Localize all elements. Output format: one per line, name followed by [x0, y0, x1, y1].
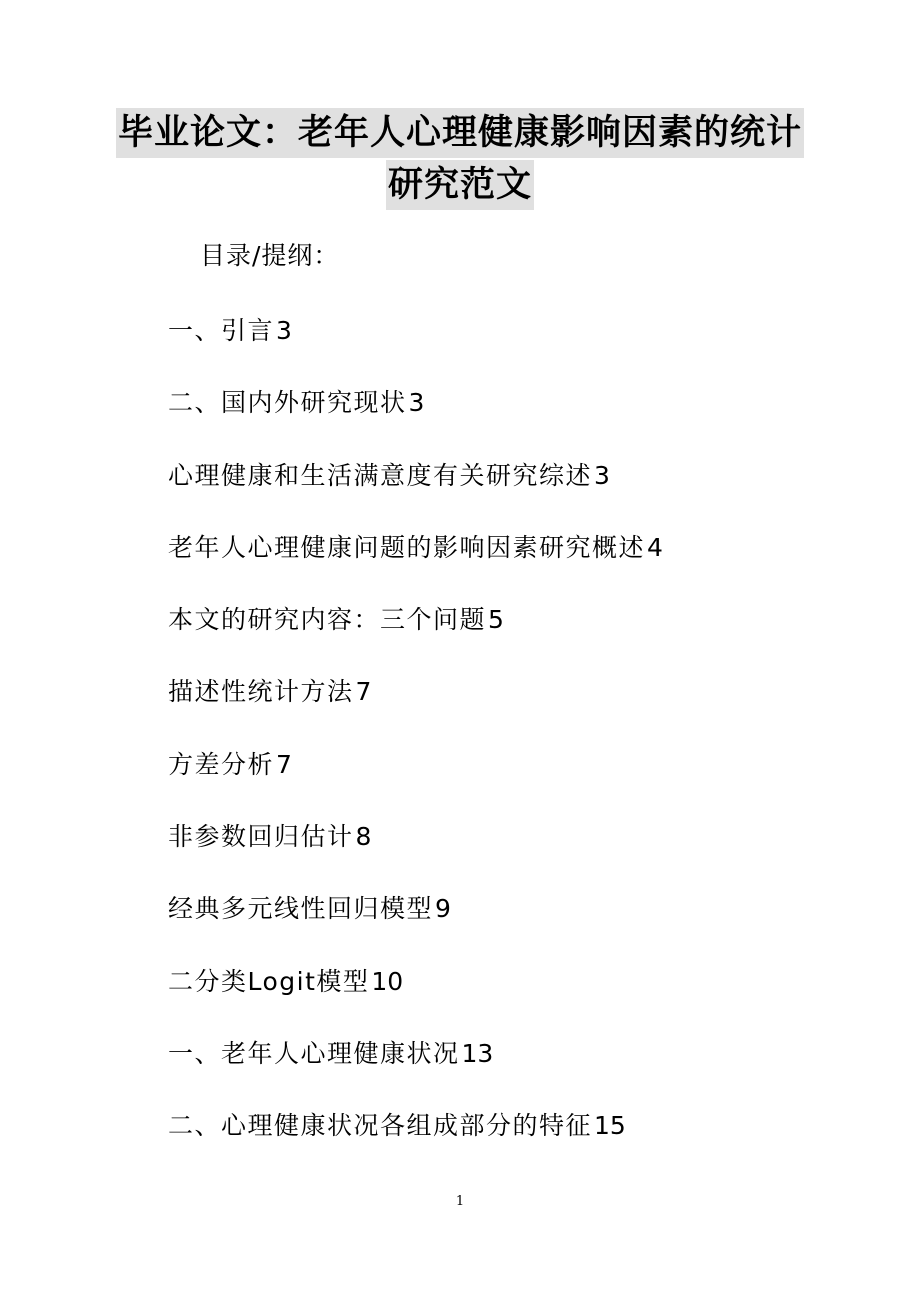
toc-item-page: 7: [355, 677, 372, 707]
toc-item-label: 二、国内外研究现状: [168, 388, 407, 418]
toc-item: [168, 383, 663, 455]
toc-item-page: 7: [276, 749, 292, 779]
toc-item-page: 5: [488, 605, 504, 635]
toc-item-page: 8: [355, 822, 372, 852]
toc-item-page: 3: [276, 316, 292, 345]
toc-item-label: 非参数回归估计: [168, 822, 354, 852]
table-of-contents: [168, 311, 663, 1179]
toc-item: [168, 1106, 663, 1178]
toc-item: [168, 889, 663, 961]
toc-item-label: 二分类Logit模型: [168, 966, 370, 996]
toc-heading: 目录/提纲：: [200, 241, 340, 270]
toc-item: [168, 672, 663, 744]
toc-item-label: 一、老年人心理健康状况: [168, 1038, 460, 1068]
toc-item-label: 二、心理健康状况各组成部分的特征: [168, 1111, 593, 1141]
toc-item: [168, 311, 663, 383]
toc-item-label: 方差分析: [168, 749, 275, 779]
toc-item-page: 9: [435, 894, 451, 924]
title-line-2: 研究范文: [386, 160, 534, 210]
toc-item-page: 3: [408, 388, 425, 418]
toc-item: [168, 528, 663, 600]
toc-item-page: 3: [594, 460, 610, 490]
toc-item-label: 老年人心理健康问题的影响因素研究概述: [168, 532, 646, 562]
toc-item-label: 一、引言: [168, 316, 275, 345]
page-number: 1: [455, 1194, 465, 1209]
toc-item-label: 描述性统计方法: [168, 677, 354, 707]
toc-item: [168, 456, 663, 528]
page-title: [0, 108, 920, 210]
toc-item: [168, 1034, 663, 1106]
toc-item: [168, 817, 663, 889]
title-line-1: 毕业论文：老年人心理健康影响因素的统计: [116, 108, 804, 158]
toc-item-label: 经典多元线性回归模型: [168, 894, 434, 924]
toc-item: [168, 745, 663, 817]
toc-item-label: 本文的研究内容：三个问题: [168, 605, 487, 635]
toc-item-page: 10: [371, 966, 404, 996]
toc-item-page: 13: [461, 1038, 494, 1068]
toc-item: [168, 600, 663, 672]
toc-item-label: 心理健康和生活满意度有关研究综述: [168, 460, 593, 490]
toc-item-page: 4: [647, 532, 663, 562]
toc-item: [168, 962, 663, 1034]
toc-item-page: 15: [594, 1111, 626, 1141]
